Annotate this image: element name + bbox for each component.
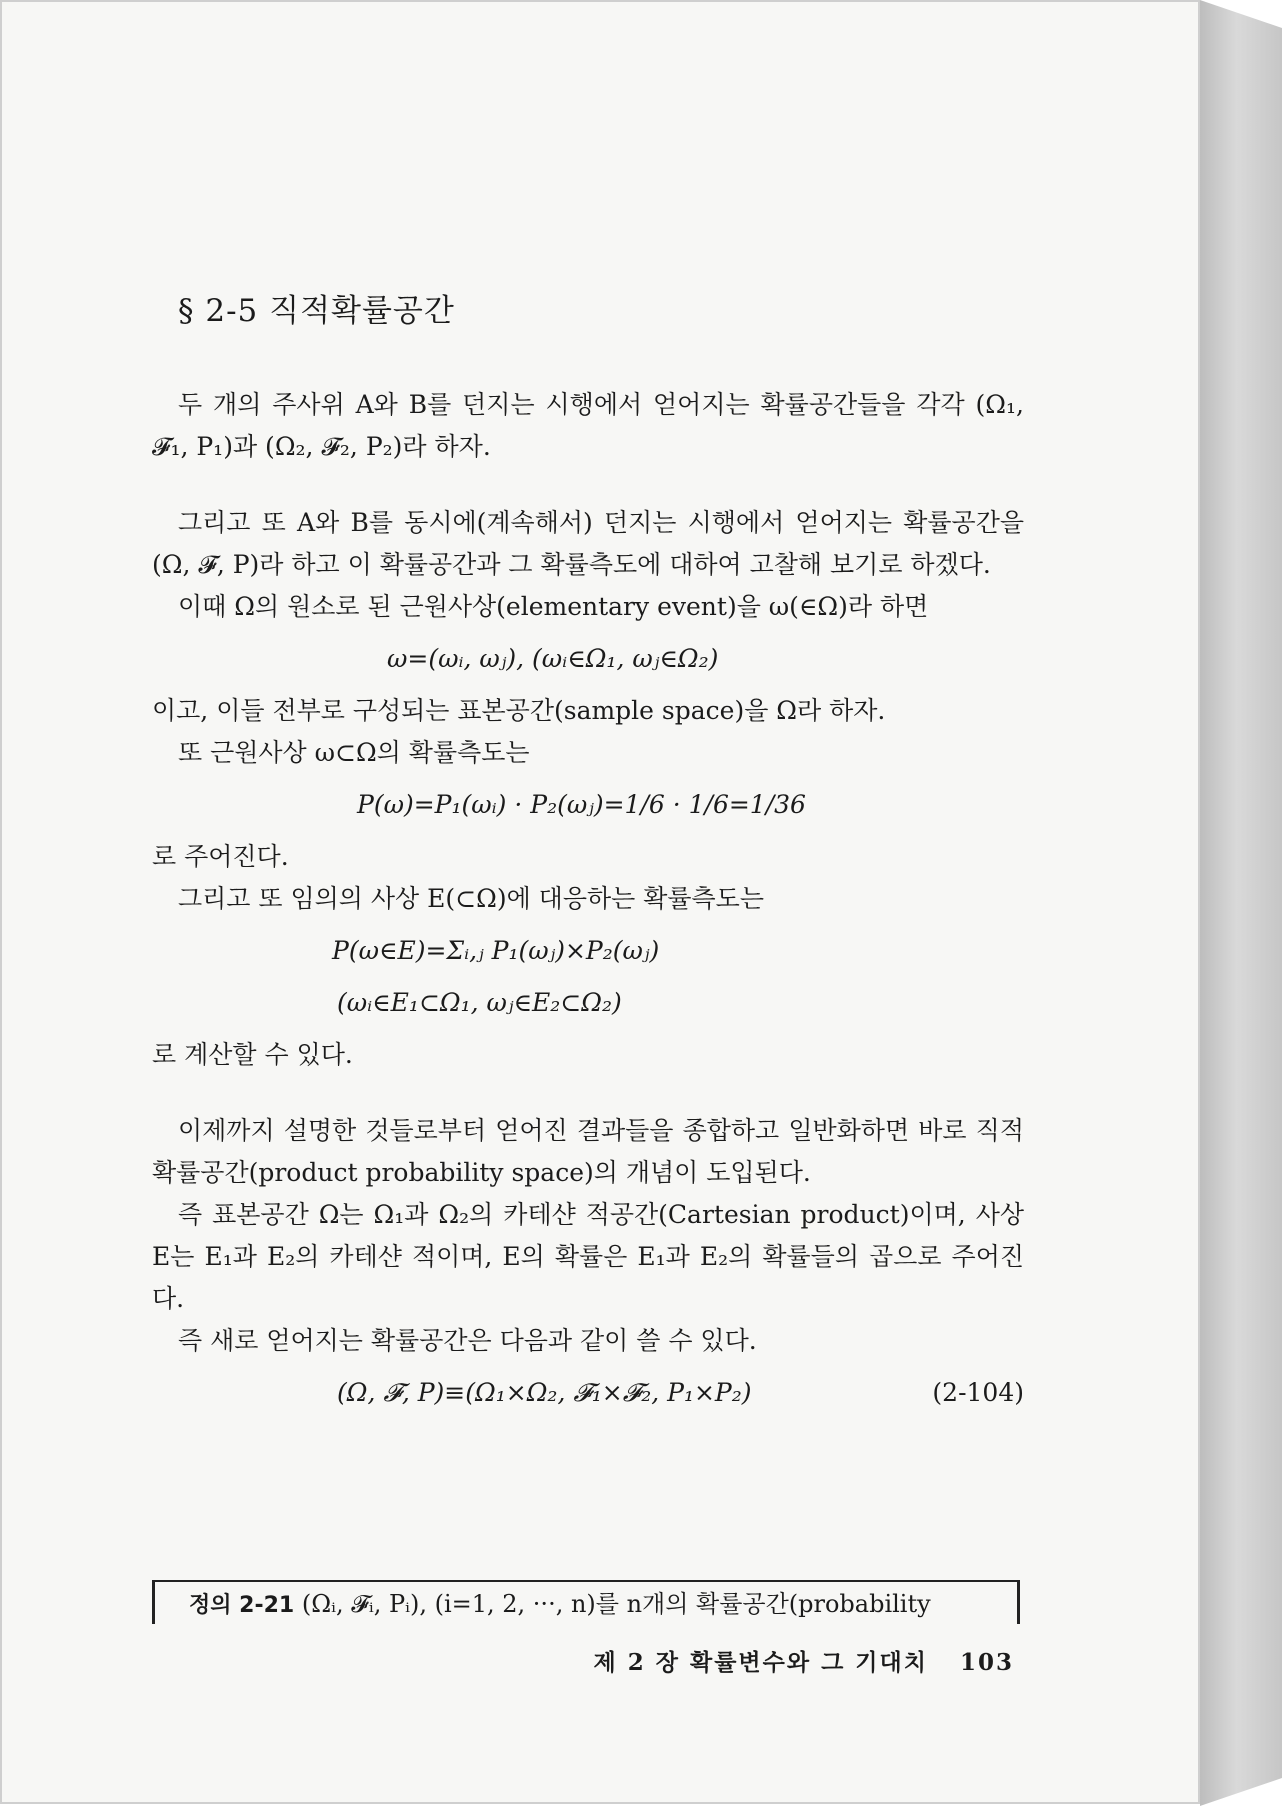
paragraph-6: 로 주어진다.	[152, 842, 289, 871]
page-number: 103	[959, 1649, 1014, 1676]
page-content	[152, 290, 1024, 1424]
equation-3: P(ω∈E)=Σᵢ,ⱼ P₁(ωⱼ)×P₂(ωⱼ)	[332, 936, 660, 965]
page-footer	[594, 1644, 1014, 1677]
paragraph-9: 이제까지 설명한 것들로부터 얻어진 결과들을 종합하고 일반화하면 바로 직적확률공간(product probability space)의 개념이 도입된다.	[152, 1116, 1024, 1187]
paragraph-5: 또 근원사상 ω⊂Ω의 확률측도는	[178, 738, 530, 767]
paragraph-3: 이때 Ω의 원소로 된 근원사상(elementary event)을 ω(∈Ω)라 하면	[178, 592, 929, 621]
paragraph-8: 로 계산할 수 있다.	[152, 1040, 353, 1069]
definition-text: (Ωᵢ, 𝓕ᵢ, Pᵢ), (i=1, 2, ···, n)를 n개의 확률공간(probability	[301, 1590, 931, 1618]
paragraph-7: 그리고 또 임의의 사상 E(⊂Ω)에 대응하는 확률측도는	[178, 884, 764, 913]
definition-label: 정의 2-21	[189, 1593, 295, 1618]
equation-4: (ωᵢ∈E₁⊂Ω₁, ωⱼ∈E₂⊂Ω₂)	[337, 988, 622, 1017]
paragraph-4: 이고, 이들 전부로 구성되는 표본공간(sample space)을 Ω라 하자.	[152, 696, 886, 725]
equation-5-tag: (2-104)	[932, 1378, 1024, 1407]
paragraph-2: 그리고 또 A와 B를 동시에(계속해서) 던지는 시행에서 얻어지는 확률공간을 (Ω, 𝓕, P)라 하고 이 확률공간과 그 확률측도에 대하여 고찰해 보기로 하겠다.	[152, 508, 1024, 579]
equation-5: (Ω, 𝓕, P)≡(Ω₁×Ω₂, 𝓕₁×𝓕₂, P₁×P₂)	[337, 1378, 752, 1407]
definition-box	[152, 1580, 1020, 1624]
footer-chapter: 제 2 장 확률변수와 그 기대치	[593, 1649, 928, 1676]
equation-5-row	[152, 1372, 1024, 1414]
equation-1: ω=(ωᵢ, ωⱼ), (ωᵢ∈Ω₁, ωⱼ∈Ω₂)	[387, 644, 719, 673]
paragraph-11: 즉 새로 얻어지는 확률공간은 다음과 같이 쓸 수 있다.	[178, 1326, 757, 1355]
equation-2: P(ω)=P₁(ωᵢ) · P₂(ωⱼ)=1/6 · 1/6=1/36	[357, 790, 806, 819]
page-edge-shadow	[1200, 0, 1282, 1806]
paragraph-10: 즉 표본공간 Ω는 Ω₁과 Ω₂의 카테샨 적공간(Cartesian product)이며, 사상 E는 E₁과 E₂의 카테샨 적이며, E의 확률은 E₁과 E₂의 확률들의 곱으로 주어진다.	[152, 1200, 1024, 1313]
section-heading: § 2-5 직적확률공간	[178, 293, 455, 329]
paragraph-1: 두 개의 주사위 A와 B를 던지는 시행에서 얻어지는 확률공간들을 각각 (Ω₁, 𝓕₁, P₁)과 (Ω₂, 𝓕₂, P₂)라 하자.	[152, 390, 1024, 461]
